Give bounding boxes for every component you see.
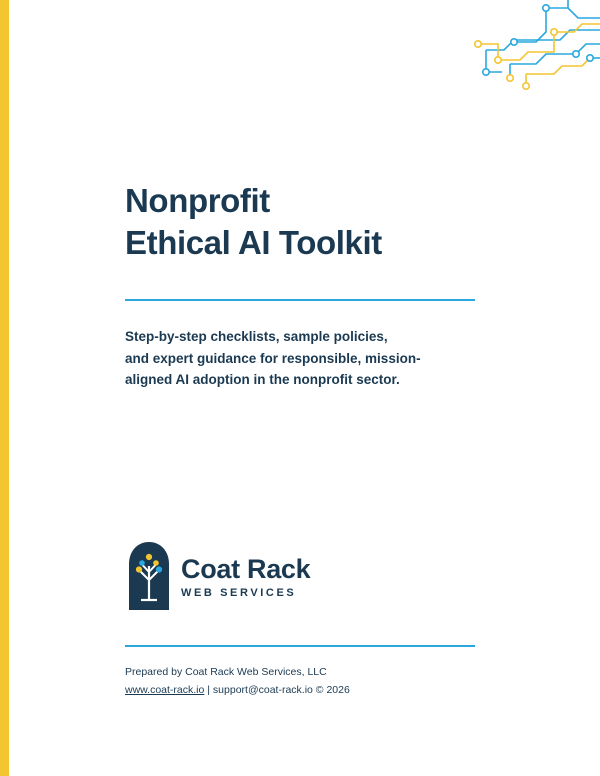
footer-separator: | [204,684,213,696]
logo-wordmark [181,554,310,599]
footer-email-copyright: support@coat-rack.io © 2026 [212,684,350,696]
subtitle-line-2: and expert guidance for responsible, mission- [125,350,421,366]
subtitle-line-3: aligned AI adoption in the nonprofit sector. [125,372,400,387]
website-link[interactable]: www.coat-rack.io [125,684,205,696]
divider-bottom [125,645,475,647]
title-line-2: Ethical AI Toolkit [125,224,382,261]
divider-top [125,299,475,301]
footer-prepared-by: Prepared by Coat Rack Web Services, LLC [125,666,327,678]
left-accent-bar [0,0,9,776]
company-logo [125,540,455,612]
coat-rack-tree-icon [125,540,173,610]
logo-company-name: Coat Rack [181,554,311,584]
cover-content [125,0,525,776]
page-title [125,180,525,264]
footer [125,663,485,699]
footer-contact-line [125,681,485,699]
subtitle-line-1: Step-by-step checklists, sample policies, [125,329,388,344]
page-subtitle [125,326,485,391]
logo-tagline: WEB SERVICES [181,587,297,599]
title-line-1: Nonprofit [125,182,270,219]
